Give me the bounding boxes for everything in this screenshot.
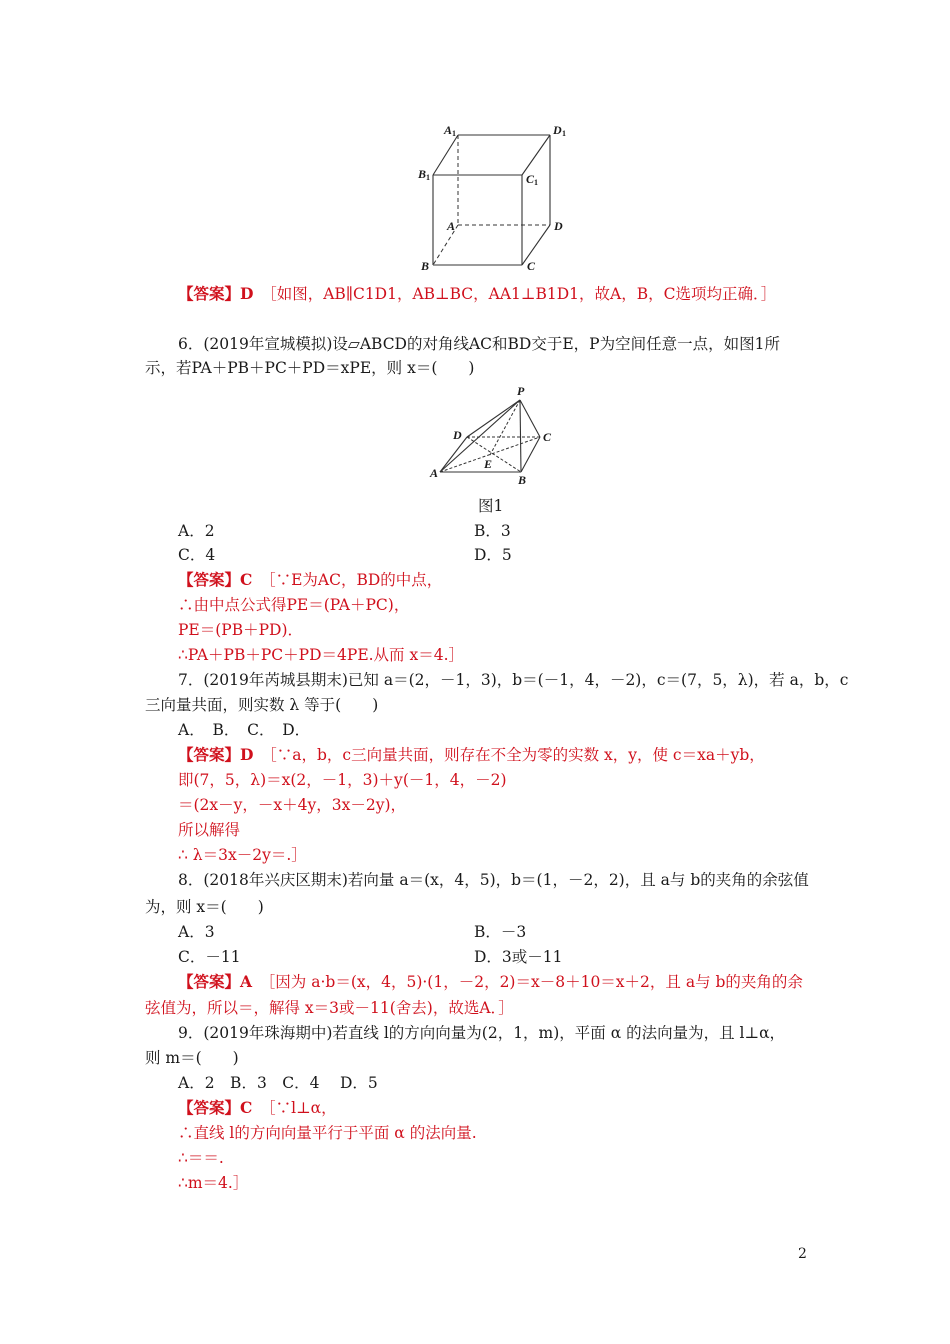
pyramid-figure (425, 380, 565, 490)
q8-stem-line1: 8．(2018年兴庆区期末)若向量 a＝(x，4，5)，b＝(1，－2，2)，且 a与 b的夹角的余弦值 (178, 871, 809, 889)
svg-text:1: 1 (534, 178, 538, 187)
q7-stem-line1: 7．(2019年芮城县期末)已知 a＝(2，－1，3)，b＝(－1，4，－2)，c＝(7，5，λ)，若 a，b，c (178, 671, 849, 689)
q8-answer-line2: 弦值为，所以＝，解得 x＝3或－11(舍去)，故选A．］ (145, 999, 514, 1017)
cube-label-d: D (554, 219, 563, 233)
pyramid-label-d: D (453, 428, 462, 442)
pyramid-label-p: P (517, 384, 525, 398)
q8-option-d: D．3或－11 (474, 948, 563, 966)
q6-option-b: B．3 (474, 522, 511, 540)
q9-options: A．2 B．3 C．4 D．5 (178, 1074, 378, 1092)
q5-answer: 【答案】D ［如图，AB∥C1D1，AB⊥BC，AA1⊥B1D1，故A，B，C选项均正确．］ (178, 284, 777, 303)
svg-text:1: 1 (452, 129, 456, 138)
cube-label-a: A (447, 219, 456, 233)
q6-answer-line1: 【答案】C ［∵E为AC，BD的中点， (178, 570, 443, 589)
q6-stem-line1: 6．(2019年宣城模拟)设▱ABCD的对角线AC和BD交于E，P为空间任意一点，如图1所 (178, 335, 780, 353)
pyramid-label-b: B (518, 473, 527, 487)
q9-stem-line1: 9．(2019年珠海期中)若直线 l的方向向量为(2，1，m)，平面 α 的法向量为，且 l⊥α， (178, 1024, 786, 1042)
q8-option-b: B．－3 (474, 923, 527, 941)
pyramid-label-e: E (484, 457, 493, 471)
q6-answer-line3: PE＝(PB＋PD)． (178, 621, 304, 639)
cube-label-c1: C (526, 172, 535, 186)
q8-option-a: A．3 (178, 923, 215, 941)
q6-stem-line2: 示，若PA＋PB＋PC＋PD＝xPE，则 x＝( ) (145, 359, 475, 377)
q7-options: A． B． C． D． (178, 721, 311, 739)
q7-answer-line5: ∴ λ＝3x－2y＝.］ (178, 846, 307, 864)
svg-text:1: 1 (426, 173, 430, 182)
cube-label-c: C (527, 259, 536, 273)
q6-option-d: D．5 (474, 546, 512, 564)
q8-option-c: C．－11 (178, 948, 241, 966)
q9-answer-line4: ∴m＝4.］ (178, 1174, 249, 1192)
q6-answer-line4: ∴PA＋PB＋PC＋PD＝4PE.从而 x＝4.］ (178, 646, 465, 664)
pyramid-label-a: A (430, 466, 439, 480)
q7-answer-line3: ＝(2x－y，－x＋4y，3x－2y)， (178, 796, 407, 814)
cube-label-b: B (421, 259, 430, 273)
q8-answer-line1: 【答案】A ［因为 a·b＝(x，4，5)·(1，－2，2)＝x－8＋10＝x＋2，且 a与 b的夹角的余 (178, 972, 803, 991)
cube-label-a1: A (444, 123, 453, 137)
cube-figure (410, 120, 580, 280)
q9-answer-line3: ∴＝＝. (178, 1149, 224, 1167)
page-number: 2 (798, 1246, 807, 1262)
q6-option-c: C．4 (178, 546, 216, 564)
q6-answer-line2: ∴由中点公式得PE＝(PA＋PC)， (178, 596, 410, 614)
q9-answer-line2: ∴直线 l的方向向量平行于平面 α 的法向量. (178, 1124, 477, 1142)
svg-text:1: 1 (562, 129, 566, 138)
figure-caption: 图1 (478, 497, 504, 515)
q6-option-a: A．2 (178, 522, 215, 540)
q9-stem-line2: 则 m＝( ) (145, 1049, 239, 1067)
cube-label-d1: D (553, 123, 562, 137)
cube-label-b1: B (418, 167, 427, 181)
pyramid-label-c: C (543, 430, 552, 444)
q7-stem-line2: 三向量共面，则实数 λ 等于( ) (145, 696, 379, 714)
q7-answer-line2: 即(7，5，λ)＝x(2，－1，3)＋y(－1，4，－2) (178, 771, 507, 789)
q7-answer-line1: 【答案】D ［∵a，b，c三向量共面，则存在不全为零的实数 x，y，使 c＝xa＋yb， (178, 745, 765, 764)
q8-stem-line2: 为，则 x＝( ) (145, 898, 264, 916)
q7-answer-line4: 所以解得 (178, 821, 241, 839)
q9-answer-line1: 【答案】C ［∵l⊥α， (178, 1098, 337, 1117)
